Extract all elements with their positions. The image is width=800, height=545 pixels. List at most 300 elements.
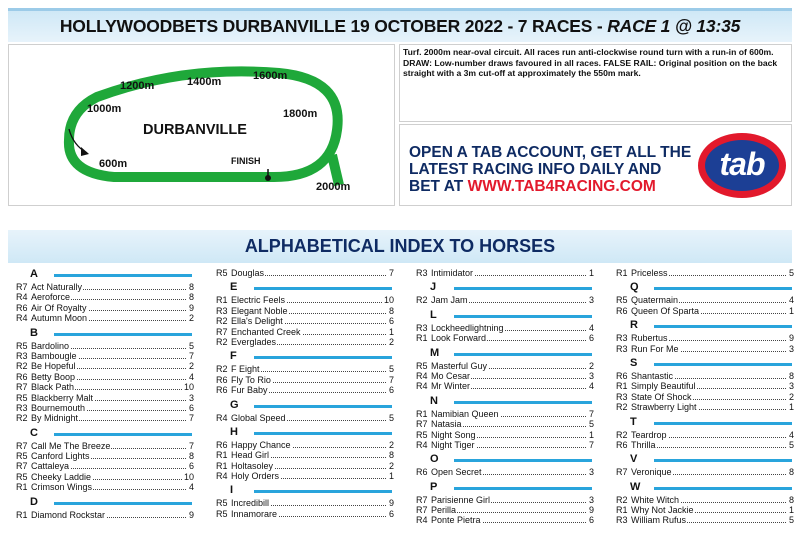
horse-entry — [8, 441, 196, 451]
horse-entry — [8, 413, 196, 423]
saddle-number: 8 — [188, 282, 194, 292]
horse-entry — [608, 268, 796, 278]
race-number: R1 — [616, 268, 628, 278]
race-number: R1 — [616, 381, 628, 392]
letter-divider — [654, 287, 792, 290]
race-number: R4 — [16, 313, 28, 324]
race-number: R4 — [416, 381, 428, 392]
letter-heading — [8, 269, 196, 282]
race-number: R7 — [16, 382, 28, 393]
saddle-number: 2 — [388, 439, 394, 450]
horse-name: Enchanted Creek — [231, 326, 301, 337]
horse-name: Aeroforce — [31, 292, 71, 303]
race-number: R4 — [416, 370, 428, 381]
saddle-number: 1 — [788, 505, 794, 516]
horse-name: White Witch — [631, 494, 680, 505]
letter-heading — [408, 454, 596, 467]
saddle-number: 5 — [788, 515, 794, 526]
horse-name: Natasia — [431, 419, 462, 430]
horse-entry — [8, 292, 196, 302]
saddle-number: 4 — [188, 482, 194, 493]
letter-label: H — [230, 425, 238, 438]
horse-name: Mr Winter — [431, 381, 470, 392]
horse-entry — [208, 337, 396, 347]
horse-name: Holy Orders — [231, 471, 280, 482]
horse-name: Act Naturally — [31, 282, 83, 292]
horse-entry — [608, 344, 796, 354]
letter-label: S — [630, 356, 638, 369]
horse-name: Everglades — [231, 336, 277, 347]
horse-name: Crimson Wings — [31, 482, 93, 493]
horse-entry — [608, 440, 796, 450]
saddle-number: 4 — [788, 295, 794, 306]
saddle-number: 7 — [588, 439, 594, 450]
race-number: R6 — [216, 385, 228, 396]
finish-marker — [265, 175, 271, 181]
horse-entry — [608, 467, 796, 477]
saddle-number: 2 — [588, 360, 594, 371]
race-number: R1 — [216, 295, 228, 306]
letter-heading — [408, 396, 596, 409]
horse-entry — [8, 510, 196, 520]
distance-600: 600m — [99, 158, 128, 170]
horse-name: Priceless — [631, 268, 668, 278]
horse-name: Global Speed — [231, 412, 286, 423]
index-column — [608, 268, 796, 529]
race-number: R1 — [416, 408, 428, 419]
race-number: R3 — [616, 515, 628, 526]
race-number: R6 — [616, 370, 628, 381]
race-number: R2 — [616, 402, 628, 413]
race-number: R2 — [216, 364, 228, 375]
saddle-number: 8 — [788, 467, 794, 478]
saddle-number: 9 — [188, 509, 194, 520]
letter-label: A — [30, 268, 38, 280]
race-number: R3 — [616, 343, 628, 354]
letter-heading — [608, 482, 796, 495]
saddle-number: 9 — [388, 498, 394, 509]
race-number: R1 — [216, 460, 228, 471]
letter-heading — [608, 282, 796, 295]
race-number: R6 — [416, 467, 428, 478]
saddle-number: 6 — [588, 333, 594, 344]
race-number: R2 — [216, 316, 228, 327]
race-number: R1 — [416, 333, 428, 344]
letter-heading — [608, 358, 796, 371]
title-race: RACE 1 @ 13:35 — [607, 16, 741, 36]
letter-divider — [454, 287, 592, 290]
horse-entry — [408, 419, 596, 429]
distance-1400: 1400m — [187, 76, 222, 88]
horse-entry — [408, 323, 596, 333]
race-number: R5 — [416, 429, 428, 440]
horse-entry — [208, 375, 396, 385]
horse-name: Black Path — [31, 382, 75, 393]
promo-line-2: LATEST RACING INFO DAILY AND — [409, 161, 662, 178]
track-map — [8, 44, 395, 206]
horse-entry — [608, 295, 796, 305]
saddle-number: 3 — [588, 370, 594, 381]
saddle-number: 4 — [588, 381, 594, 392]
horse-entry — [608, 381, 796, 391]
horse-entry — [8, 372, 196, 382]
title-main: HOLLYWOODBETS DURBANVILLE 19 OCTOBER 2022 - 7 RACES - — [59, 16, 608, 36]
horse-name: Why Not Jackie — [631, 505, 694, 516]
saddle-number: 7 — [588, 408, 594, 419]
race-number: R7 — [216, 326, 228, 337]
promo-banner[interactable] — [399, 124, 792, 206]
horse-name: Bambougle — [31, 350, 77, 361]
race-number: R4 — [16, 292, 28, 303]
race-number: R6 — [16, 371, 28, 382]
letter-label: M — [430, 346, 440, 359]
horse-entry — [208, 327, 396, 337]
saddle-number: 3 — [188, 392, 194, 403]
index-column — [408, 268, 596, 529]
horse-entry — [8, 472, 196, 482]
page-title — [8, 8, 792, 42]
saddle-number: 1 — [388, 326, 394, 337]
letter-heading — [408, 310, 596, 323]
saddle-number: 7 — [188, 413, 194, 424]
saddle-number: 3 — [788, 343, 794, 354]
horse-name: Canford Lights — [31, 451, 90, 462]
promo-prefix: BET AT — [409, 178, 468, 195]
race-number: R3 — [416, 322, 428, 333]
race-number: R7 — [16, 282, 28, 292]
saddle-number: 7 — [388, 374, 394, 385]
horse-entry — [8, 482, 196, 492]
horse-name: Autumn Moon — [31, 313, 88, 324]
horse-entry — [608, 430, 796, 440]
race-number: R6 — [616, 305, 628, 316]
saddle-number: 6 — [388, 316, 394, 327]
letter-label: W — [630, 480, 641, 493]
race-number: R5 — [216, 508, 228, 519]
venue-label: DURBANVILLE — [143, 122, 247, 138]
horse-name: Look Forward — [431, 333, 487, 344]
race-number: R2 — [616, 494, 628, 505]
horse-entry — [408, 268, 596, 278]
horse-entry — [208, 268, 396, 278]
letter-heading — [8, 497, 196, 510]
horse-entry — [208, 306, 396, 316]
horse-entry — [208, 295, 396, 305]
horse-name: Electric Feels — [231, 295, 286, 306]
letter-label: N — [430, 394, 438, 407]
saddle-number: 3 — [788, 381, 794, 392]
race-number: R3 — [216, 305, 228, 316]
saddle-number: 9 — [188, 302, 194, 313]
letter-heading — [208, 427, 396, 440]
horse-name: Blackberry Malt — [31, 392, 94, 403]
horse-entry — [408, 409, 596, 419]
track-description: Turf. 2000m near-oval circuit. All races run anti-clockwise round turn with a run-in of 600m. DRAW: Low-number draws favoured in all races. FALSE RAIL: Original position on the back straight with a 3m cut-off at approximately the 550m mark. — [399, 44, 792, 122]
horse-entry — [208, 413, 396, 423]
horse-name: Call Me The Breeze — [31, 440, 111, 451]
distance-1800: 1800m — [283, 108, 318, 120]
letter-divider — [654, 459, 792, 462]
letter-divider — [254, 432, 392, 435]
letter-heading — [208, 400, 396, 413]
horse-name: Diamond Rockstar — [31, 509, 106, 520]
letter-divider — [454, 487, 592, 490]
letter-divider — [454, 315, 592, 318]
saddle-number: 10 — [183, 471, 194, 482]
race-number: R5 — [16, 471, 28, 482]
letter-label: V — [630, 453, 638, 466]
horse-name: Lockheedlightning — [431, 322, 504, 333]
race-number: R3 — [416, 268, 428, 278]
index-column — [208, 268, 396, 522]
saddle-number: 2 — [388, 336, 394, 347]
horse-entry — [8, 313, 196, 323]
race-number: R6 — [16, 302, 28, 313]
horse-name: Night Tiger — [431, 439, 475, 450]
race-number: R2 — [616, 429, 628, 440]
horse-name: Queen Of Sparta — [631, 305, 700, 316]
horse-name: Incredibill — [231, 498, 270, 509]
tab-logo-text: tab — [705, 140, 779, 191]
saddle-number: 9 — [788, 333, 794, 344]
saddle-number: 10 — [383, 295, 394, 306]
letter-label: R — [630, 319, 638, 332]
horse-entry — [208, 461, 396, 471]
race-number: R4 — [216, 412, 228, 423]
horse-entry — [408, 467, 596, 477]
horse-name: Teardrop — [631, 429, 667, 440]
letter-label: Q — [630, 281, 639, 294]
race-number: R5 — [16, 392, 28, 403]
race-number: R1 — [16, 509, 28, 520]
horse-entry — [408, 440, 596, 450]
letter-label: C — [30, 426, 38, 439]
horse-name: Simply Beautiful — [631, 381, 696, 392]
horse-entry — [208, 498, 396, 508]
saddle-number: 6 — [188, 402, 194, 413]
horse-name: Thrilla — [631, 439, 656, 450]
saddle-number: 7 — [188, 440, 194, 451]
horse-name: Ponte Pietra — [431, 515, 481, 526]
direction-arrowhead — [81, 147, 89, 156]
promo-url-link[interactable]: WWW.TAB4RACING.COM — [467, 178, 656, 195]
letter-heading — [408, 282, 596, 295]
saddle-number: 4 — [788, 429, 794, 440]
saddle-number: 7 — [388, 268, 394, 278]
horse-name: Happy Chance — [231, 439, 291, 450]
race-number: R7 — [416, 494, 428, 505]
horse-name: Bardolino — [31, 340, 70, 351]
distance-1600: 1600m — [253, 70, 288, 82]
horse-entry — [408, 361, 596, 371]
letter-divider — [454, 401, 592, 404]
horse-name: Cheeky Laddie — [31, 471, 92, 482]
promo-line-1: OPEN A TAB ACCOUNT, GET ALL THE — [409, 144, 692, 161]
horse-name: Fur Baby — [231, 385, 268, 396]
horse-entry — [408, 381, 596, 391]
race-number: R7 — [416, 419, 428, 430]
letter-label: L — [430, 308, 437, 321]
horse-name: Ella's Delight — [231, 316, 283, 327]
saddle-number: 5 — [388, 364, 394, 375]
race-number: R3 — [16, 350, 28, 361]
saddle-number: 6 — [388, 385, 394, 396]
race-number: R5 — [616, 295, 628, 306]
race-number: R7 — [16, 461, 28, 472]
horse-entry — [8, 341, 196, 351]
letter-divider — [254, 405, 392, 408]
letter-divider — [654, 487, 792, 490]
letter-label: P — [430, 480, 438, 493]
horse-entry — [8, 361, 196, 371]
race-number: R1 — [616, 505, 628, 516]
horse-name: State Of Shock — [631, 391, 692, 402]
race-number: R4 — [416, 439, 428, 450]
horse-entry — [608, 402, 796, 412]
race-number: R7 — [16, 440, 28, 451]
horse-name: Head Girl — [231, 450, 270, 461]
horse-entry — [608, 371, 796, 381]
letter-divider — [654, 325, 792, 328]
race-number: R1 — [16, 482, 28, 493]
horse-entry — [208, 385, 396, 395]
letter-label: J — [430, 281, 437, 294]
letter-label: G — [230, 398, 239, 411]
race-number: R2 — [16, 413, 28, 424]
horse-entry — [608, 495, 796, 505]
horse-entry — [8, 461, 196, 471]
letter-label: O — [430, 453, 439, 466]
horse-name: Be Hopeful — [31, 361, 76, 372]
horse-name: Cattaleya — [31, 461, 70, 472]
saddle-number: 4 — [588, 322, 594, 333]
horse-entry — [8, 382, 196, 392]
saddle-number: 8 — [788, 494, 794, 505]
horse-name: Jam Jam — [431, 295, 468, 306]
horse-name: Elegant Noble — [231, 305, 288, 316]
index-title: ALPHABETICAL INDEX TO HORSES — [8, 230, 792, 263]
distance-1000: 1000m — [87, 103, 122, 115]
horse-entry — [408, 371, 596, 381]
promo-text — [409, 144, 699, 195]
letter-heading — [408, 482, 596, 495]
horse-name: William Rufus — [631, 515, 687, 526]
horse-entry — [8, 351, 196, 361]
race-number: R6 — [616, 439, 628, 450]
letter-divider — [654, 422, 792, 425]
distance-2000: 2000m — [316, 181, 351, 193]
race-number: R2 — [416, 295, 428, 306]
letter-label: B — [30, 326, 38, 339]
horse-entry — [608, 392, 796, 402]
horse-entry — [208, 316, 396, 326]
saddle-number: 8 — [188, 451, 194, 462]
horse-entry — [608, 505, 796, 515]
letter-divider — [454, 459, 592, 462]
horse-entry — [408, 333, 596, 343]
saddle-number: 8 — [388, 450, 394, 461]
horse-name: Shantastic — [631, 370, 674, 381]
saddle-number: 3 — [588, 295, 594, 306]
letter-label: E — [230, 281, 238, 294]
horse-name: Strawberry Light — [631, 402, 697, 413]
saddle-number: 9 — [588, 505, 594, 516]
distance-1200: 1200m — [120, 80, 155, 92]
horse-entry — [208, 440, 396, 450]
saddle-number: 1 — [588, 429, 594, 440]
saddle-number: 2 — [388, 460, 394, 471]
saddle-number: 5 — [388, 412, 394, 423]
race-number: R3 — [616, 391, 628, 402]
saddle-number: 5 — [588, 419, 594, 430]
race-number: R6 — [216, 374, 228, 385]
letter-heading — [608, 320, 796, 333]
horse-entry — [608, 306, 796, 316]
letter-divider — [54, 333, 192, 336]
horse-name: Douglas — [231, 268, 265, 278]
horse-entry — [208, 364, 396, 374]
saddle-number: 5 — [788, 268, 794, 278]
letter-label: F — [230, 350, 237, 363]
horse-name: Bournemouth — [31, 402, 86, 413]
horse-name: Night Song — [431, 429, 476, 440]
saddle-number: 5 — [788, 439, 794, 450]
horse-name: Run For Me — [631, 343, 679, 354]
saddle-number: 5 — [188, 340, 194, 351]
horse-name: Veronique — [631, 467, 672, 478]
horse-entry — [8, 451, 196, 461]
horse-name: Mo Cesar — [431, 370, 471, 381]
tab-logo — [698, 133, 786, 198]
horse-entry — [408, 295, 596, 305]
horse-entry — [408, 495, 596, 505]
saddle-number: 8 — [188, 292, 194, 303]
saddle-number: 2 — [788, 391, 794, 402]
promo-line-3 — [409, 178, 699, 195]
horse-name: Masterful Guy — [431, 360, 488, 371]
saddle-number: 3 — [588, 494, 594, 505]
horse-entry — [8, 282, 196, 292]
letter-label: I — [230, 484, 234, 497]
saddle-number: 8 — [788, 370, 794, 381]
saddle-number: 6 — [388, 508, 394, 519]
horse-name: Holtasoley — [231, 460, 274, 471]
letter-divider — [654, 363, 792, 366]
horse-entry — [408, 515, 596, 525]
race-number: R2 — [216, 336, 228, 347]
saddle-number: 1 — [588, 268, 594, 278]
saddle-number: 7 — [188, 350, 194, 361]
letter-divider — [54, 274, 192, 277]
race-number: R2 — [16, 361, 28, 372]
horse-entry — [8, 403, 196, 413]
letter-heading — [8, 428, 196, 441]
letter-heading — [608, 417, 796, 430]
saddle-number: 1 — [788, 402, 794, 413]
horse-entry — [408, 505, 596, 515]
letter-divider — [54, 502, 192, 505]
letter-heading — [208, 351, 396, 364]
race-number: R7 — [416, 505, 428, 516]
letter-heading — [208, 485, 396, 498]
race-number: R5 — [416, 360, 428, 371]
saddle-number: 2 — [188, 313, 194, 324]
race-number: R1 — [216, 450, 228, 461]
race-number: R3 — [616, 333, 628, 344]
saddle-number: 2 — [188, 361, 194, 372]
horse-name: Perilla — [431, 505, 457, 516]
horse-name: Fly To Rio — [231, 374, 271, 385]
